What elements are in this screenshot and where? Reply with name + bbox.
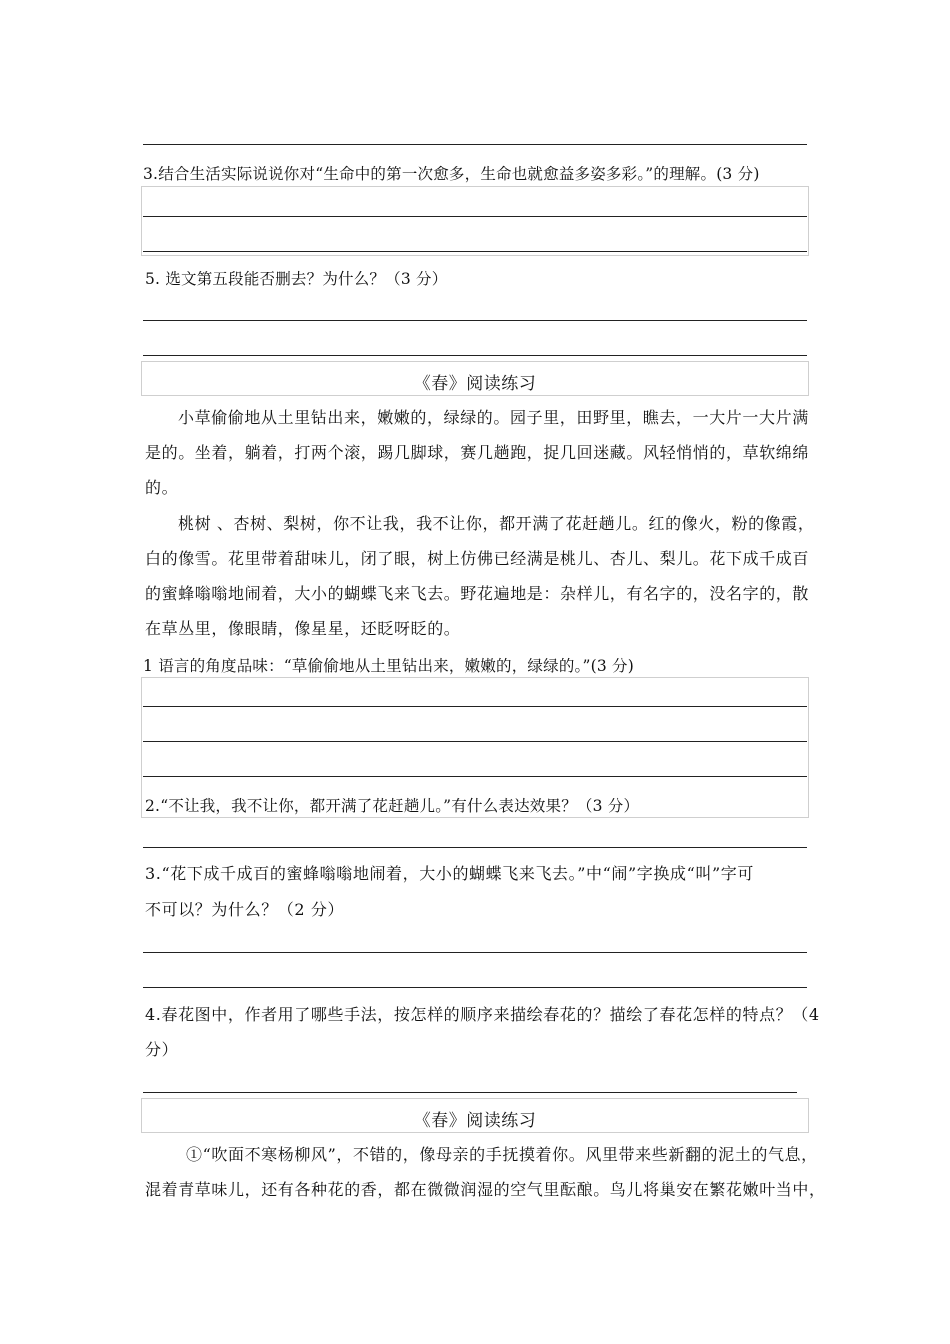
answer-line: [143, 952, 807, 953]
answer-line: [143, 847, 807, 848]
passage-line: 混着青草味儿，还有各种花的香，都在微微润湿的空气里酝酿。鸟儿将巢安在繁花嫩叶当中，: [145, 1180, 826, 1199]
answer-line: [143, 355, 807, 356]
question-3-life: 3.结合生活实际说说你对“生命中的第一次愈多，生命也就愈益多姿多彩。”的理解。(3 分): [143, 165, 760, 183]
passage-line: ①“吹面不寒杨柳风”，不错的，像母亲的手抚摸着你。风里带来些新翻的泥土的气息，: [186, 1145, 818, 1164]
answer-box: [141, 186, 809, 256]
question-2-effect: 2.“不让我，我不让你，都开满了花赶趟儿。”有什么表达效果？（3 分）: [145, 797, 640, 815]
question-5-delete-paragraph: 5. 选文第五段能否删去？为什么？（3 分）: [145, 270, 448, 288]
answer-line: [143, 776, 807, 777]
question-4-techniques: 4.春花图中，作者用了哪些手法，按怎样的顺序来描绘春花的？描绘了春花怎样的特点？（4: [145, 1005, 820, 1024]
question-1-language: 1 语言的角度品味：“草偷偷地从土里钻出来，嫩嫩的，绿绿的。”(3 分): [143, 657, 634, 675]
answer-line: [143, 320, 807, 321]
question-3-word-choice-cont: 不可以？为什么？（2 分）: [145, 900, 345, 919]
answer-line: [143, 987, 807, 988]
passage-line: 白的像雪。花里带着甜味儿，闭了眼，树上仿佛已经满是桃儿、杏儿、梨儿。花下成千成百: [145, 549, 810, 568]
answer-line: [143, 706, 807, 707]
answer-line: [143, 144, 807, 145]
passage-line: 在草丛里，像眼睛，像星星，还眨呀眨的。: [145, 619, 461, 638]
answer-line: [143, 1092, 797, 1093]
passage-line: 的蜜蜂嗡嗡地闹着，大小的蝴蝶飞来飞去。野花遍地是：杂样儿，有名字的，没名字的，散: [145, 584, 810, 603]
answer-line: [143, 216, 807, 217]
passage-line: 小草偷偷地从土里钻出来，嫩嫩的，绿绿的。园子里，田野里，瞧去，一大片一大片满: [178, 408, 809, 427]
passage-line: 的。: [145, 478, 179, 497]
answer-line: [143, 741, 807, 742]
passage-line: 是的。坐着，躺着，打两个滚，踢几脚球，赛几趟跑，捉几回迷藏。风轻悄悄的，草软绵绵: [145, 443, 810, 462]
question-3-word-choice: 3.“花下成千成百的蜜蜂嗡嗡地闹着，大小的蝴蝶飞来飞去。”中“闹”字换成“叫”字可: [145, 864, 754, 883]
passage-line: 桃树 、杏树、梨树，你不让我，我不让你，都开满了花赶趟儿。红的像火，粉的像霞，: [178, 514, 815, 533]
section-title: 《春》阅读练习: [413, 374, 537, 394]
question-4-techniques-cont: 分）: [145, 1040, 179, 1059]
section-title: 《春》阅读练习: [413, 1111, 537, 1131]
answer-line: [143, 251, 807, 252]
